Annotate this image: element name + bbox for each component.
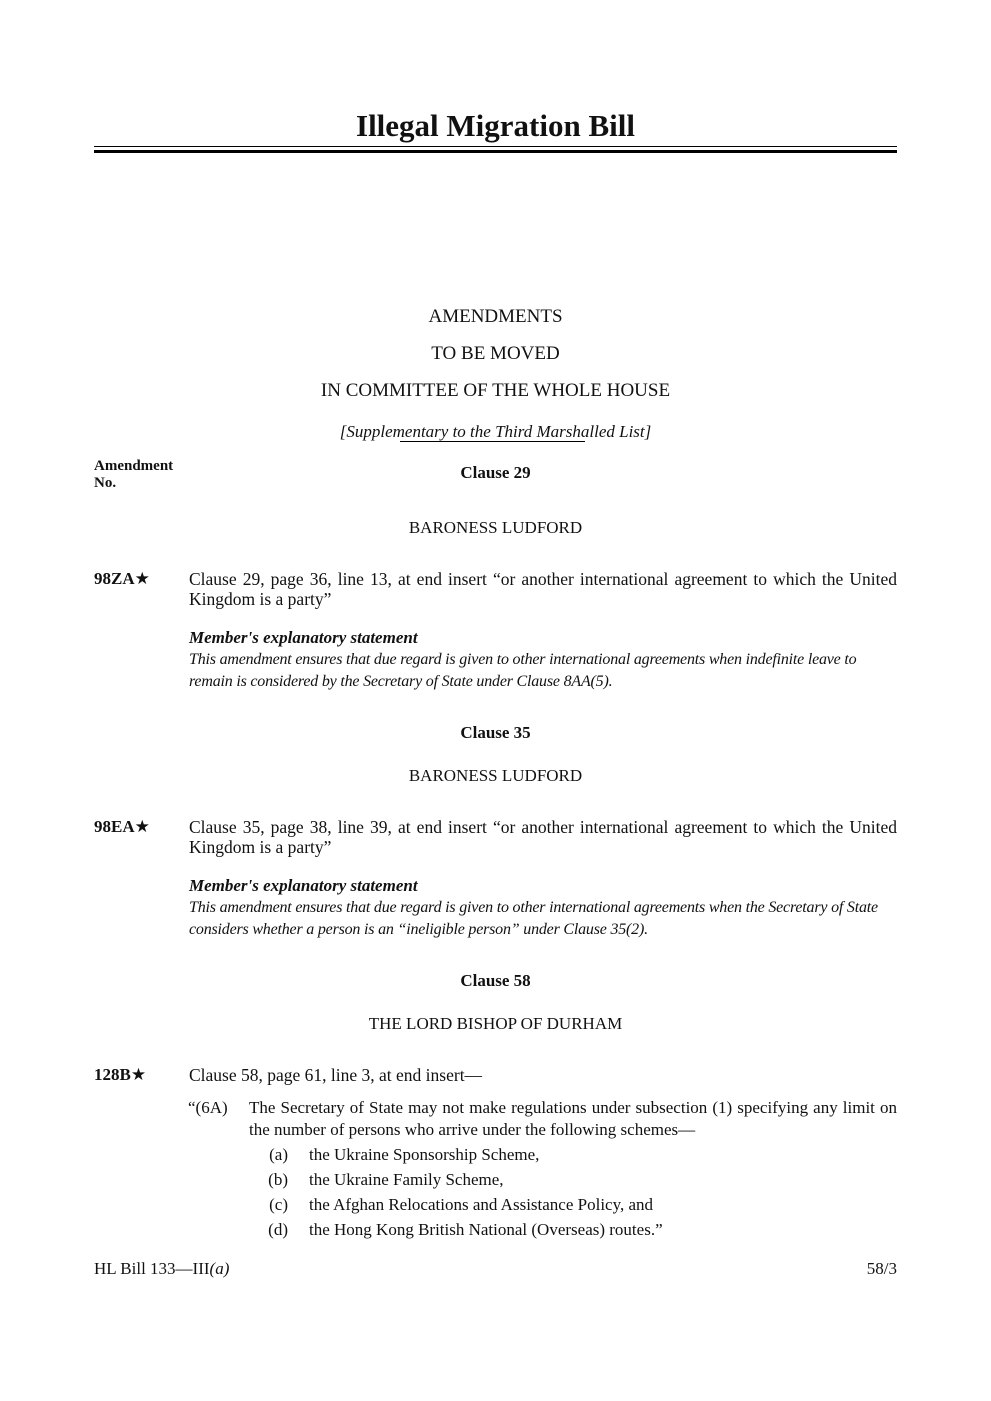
clause-heading: Clause 58 [460, 971, 531, 990]
amendment-number-text: 98ZA [94, 569, 135, 588]
amendment-number [94, 569, 150, 589]
subsection-label: “(6A) [188, 1098, 228, 1117]
explanatory-text: This amendment ensures that due regard is given to other international agreements when the Secretary of State considers whether a person is an “ineligible person” under Clause 35(2). [189, 899, 878, 938]
amendment-number [94, 1065, 146, 1085]
amendment-text: Clause 35, page 38, line 39, at end insert “or another international agreement to which the United Kingdom is a party” [189, 817, 897, 857]
amendment-text: Clause 58, page 61, line 3, at end insert— [189, 1065, 483, 1085]
paragraph-label: (c) [269, 1195, 288, 1214]
bill-reference-prefix: HL Bill 133—III [94, 1259, 210, 1278]
heading-line-3: IN COMMITTEE OF THE WHOLE HOUSE [320, 380, 671, 401]
paragraph-text: the Ukraine Sponsorship Scheme, [309, 1145, 540, 1164]
star-icon: ★ [130, 1065, 147, 1084]
supplementary-underline [400, 441, 585, 442]
paragraph-text: the Ukraine Family Scheme, [309, 1170, 504, 1189]
paragraph-text: the Hong Kong British National (Overseas) routes.” [309, 1220, 663, 1239]
explanatory-heading: Member's explanatory statement [189, 876, 418, 895]
amendment-text: Clause 29, page 36, line 13, at end insert “or another international agreement to which the United Kingdom is a party” [189, 569, 897, 609]
member-name: THE LORD BISHOP OF DURHAM [368, 1014, 623, 1033]
title-rule-thick [94, 150, 897, 153]
explanatory-heading: Member's explanatory statement [189, 628, 418, 647]
clause-heading: Clause 29 [460, 463, 531, 482]
paragraph-label: (b) [268, 1170, 288, 1189]
bill-reference [94, 1258, 229, 1280]
star-icon: ★ [134, 569, 150, 588]
amendment-no-label-line1: Amendment [94, 458, 174, 474]
explanatory-text: This amendment ensures that due regard is given to other international agreements when indefinite leave to remain is considered by the Secretary of State under Clause 8AA(5). [189, 651, 857, 690]
member-name: BARONESS LUDFORD [408, 766, 583, 785]
paragraph-text: the Afghan Relocations and Assistance Policy, and [309, 1195, 654, 1214]
bill-title: Illegal Migration Bill [356, 108, 635, 143]
page-reference: 58/3 [866, 1259, 897, 1278]
member-name: BARONESS LUDFORD [408, 518, 583, 537]
amendment-number-text: 128B [94, 1065, 131, 1084]
star-icon: ★ [134, 817, 150, 836]
heading-line-1: AMENDMENTS [428, 306, 563, 327]
heading-line-2: TO BE MOVED [431, 343, 560, 364]
clause-heading: Clause 35 [460, 723, 531, 742]
subsection-text: The Secretary of State may not make regulations under subsection (1) specifying any limit on the number of persons who arrive under the following schemes— [249, 1098, 897, 1139]
amendment-no-label-line2: No. [94, 475, 117, 491]
title-rule-thin [94, 146, 897, 147]
paragraph-label: (a) [269, 1145, 288, 1164]
supplementary-note: [Supplementary to the Third Marshalled List] [339, 422, 652, 441]
amendment-number [94, 817, 150, 837]
amendment-number-text: 98EA [94, 817, 135, 836]
paragraph-label: (d) [268, 1220, 288, 1239]
bill-reference-suffix: (a) [209, 1259, 230, 1278]
